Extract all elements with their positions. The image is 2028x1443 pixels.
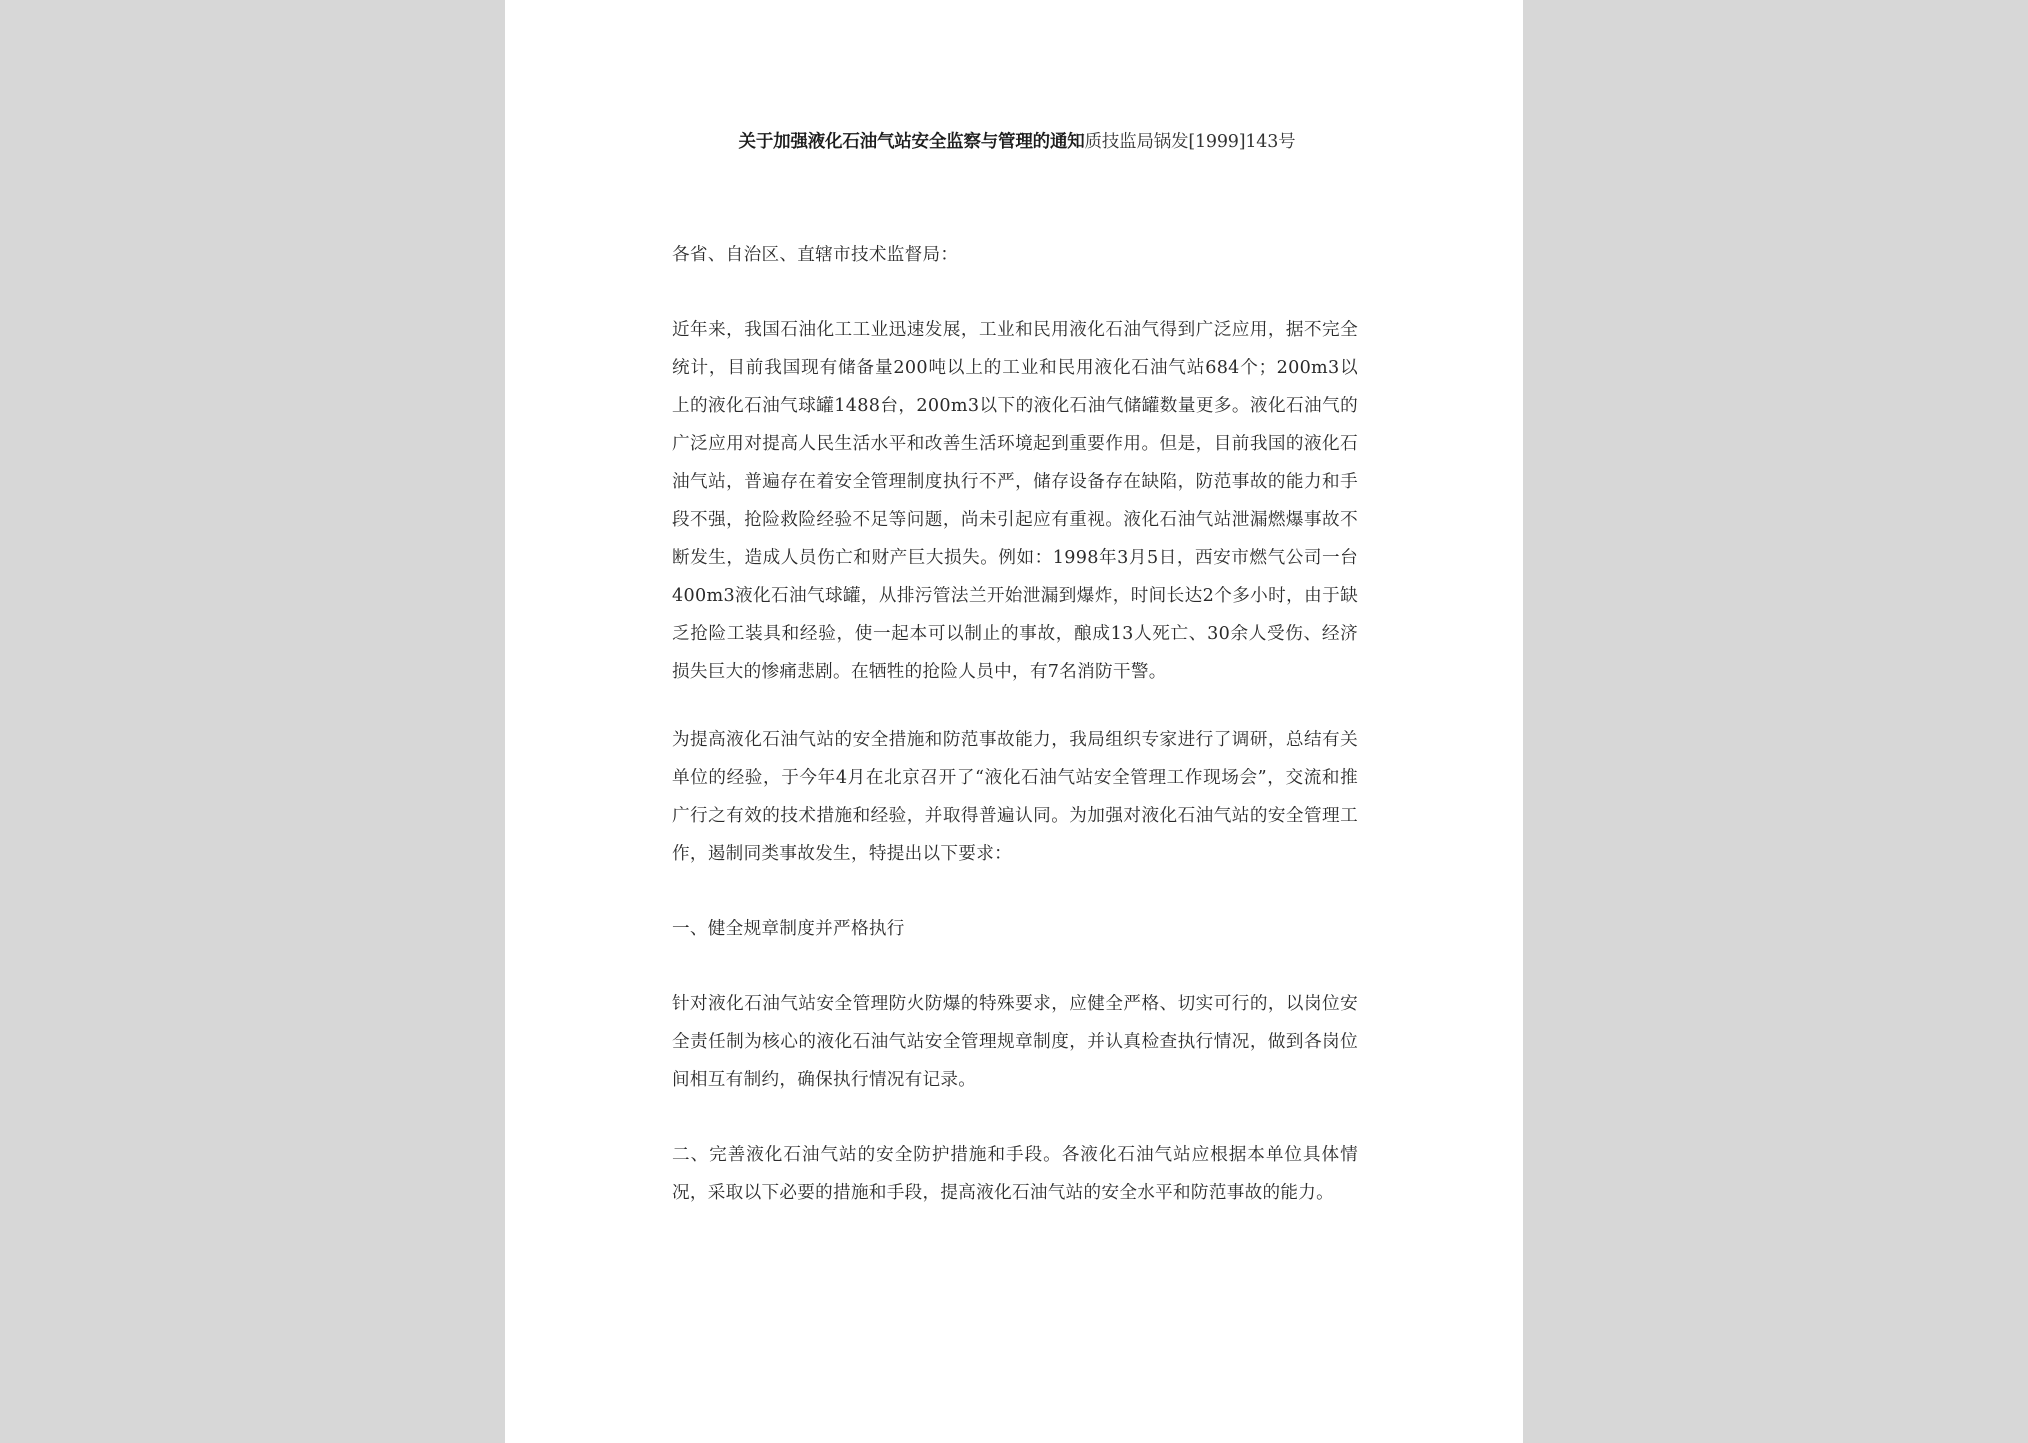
paragraph-requirements-intro: 为提高液化石油气站的安全措施和防范事故能力，我局组织专家进行了调研，总结有关单位的经验，于今年4月在北京召开了“液化石油气站安全管理工作现场会”，交流和推广行之有效的技术措施和经验，并取得普遍认同。为加强对液化石油气站的安全管理工作，遏制同类事故发生，特提出以下要求： [672,730,1358,864]
section-2: 二、完善液化石油气站的安全防护措施和手段。各液化石油气站应根据本单位具体情况，采取以下必要的措施和手段，提高液化石油气站的安全水平和防范事故的能力。 [672,1145,1358,1203]
section-heading-1: 一、健全规章制度并严格执行 [672,919,905,939]
paragraph-background: 近年来，我国石油化工工业迅速发展，工业和民用液化石油气得到广泛应用，据不完全统计，目前我国现有储备量200吨以上的工业和民用液化石油气站684个；200m3以上的液化石油气球罐1488台，200m3以下的液化石油气储罐数量更多。液化石油气的广泛应用对提高人民生活水平和改善生活环境起到重要作用。但是，目前我国的液化石油气站，普遍存在着安全管理制度执行不严，储存设备存在缺陷，防范事故的能力和手段不强，抢险救险经验不足等问题，尚未引起应有重视。液化石油气站泄漏燃爆事故不断发生，造成人员伤亡和财产巨大损失。例如：1998年3月5日，西安市燃气公司一台400m3液化石油气球罐，从排污管法兰开始泄漏到爆炸，时间长达2个多小时，由于缺乏抢险工装具和经验，使一起本可以制止的事故，酿成13人死亡、30余人受伤、经济损失巨大的惨痛悲剧。在牺牲的抢险人员中，有7名消防干警。 [672,320,1358,682]
salutation: 各省、自治区、直辖市技术监督局： [672,245,959,265]
title-text: 关于加强液化石油气站安全监察与管理的通知 [738,132,1085,152]
document-title [672,128,1362,153]
document-number: 质技监局锅发[1999]143号 [1084,132,1296,152]
document-page [505,0,1523,1443]
section-body-1: 针对液化石油气站安全管理防火防爆的特殊要求，应健全严格、切实可行的，以岗位安全责任制为核心的液化石油气站安全管理规章制度，并认真检查执行情况，做到各岗位间相互有制约，确保执行情况有记录。 [672,994,1358,1090]
